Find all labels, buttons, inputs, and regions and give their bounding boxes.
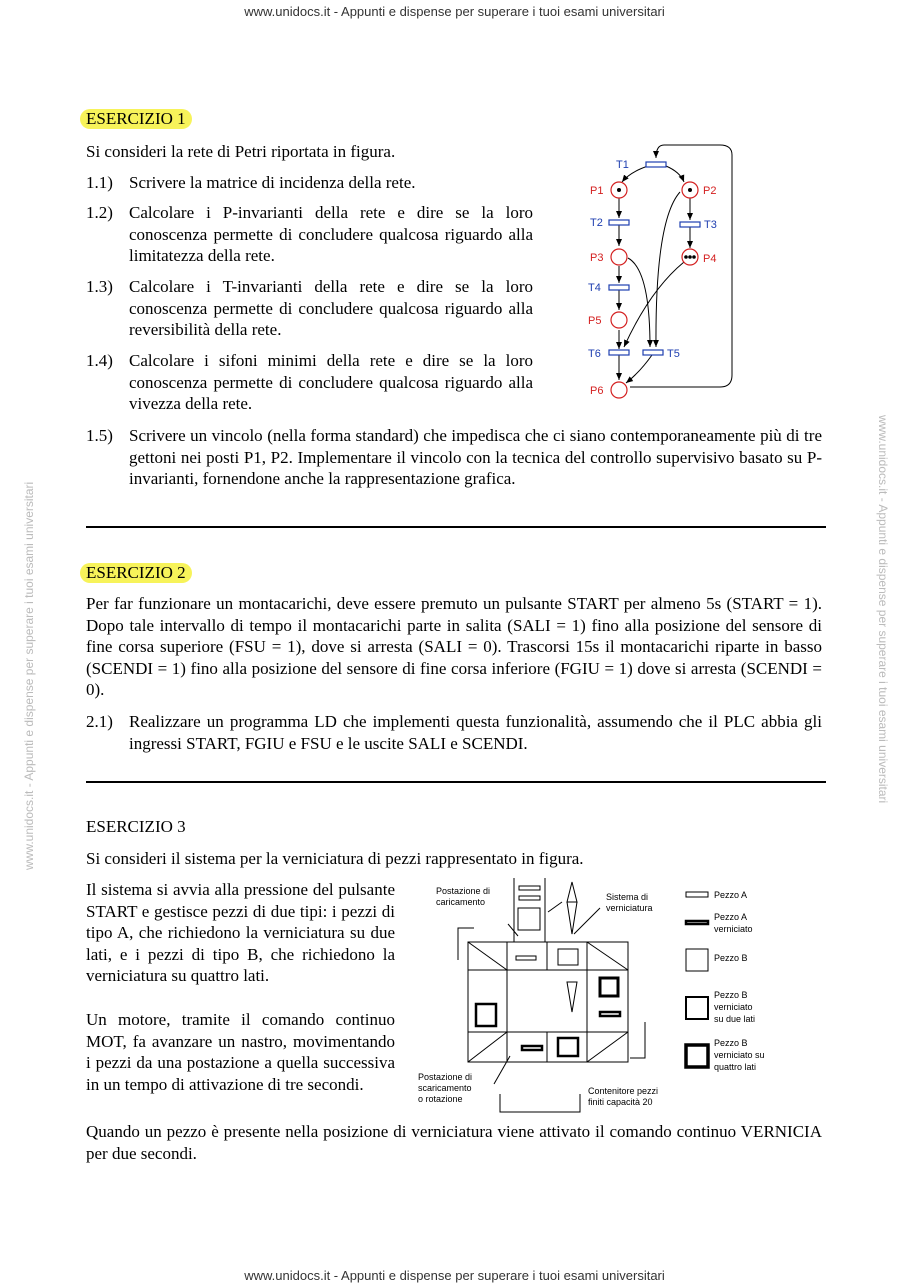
label-painting-2: verniciatura (606, 903, 653, 913)
label-t6: T6 (588, 348, 601, 360)
petri-transition-t3 (680, 222, 700, 227)
petri-place-p3 (611, 249, 627, 265)
exercise-3-closing: Quando un pezzo è presente nella posizione di verniciatura viene attivato il comando continuo VERNICIA per due secondi. (86, 1122, 822, 1163)
watermark-side-left: www.unidocs.it - Appunti e dispense per superare i tuoi esami universitari (22, 481, 36, 870)
petri-transition-t5 (643, 350, 663, 355)
label-painting-1: Sistema di (606, 892, 649, 902)
watermark-bottom[interactable]: www.unidocs.it - Appunti e dispense per superare i tuoi esami universitari (244, 1268, 665, 1283)
exercise-3-intro: Si consideri il sistema per la verniciatura di pezzi rappresentato in figura. (86, 849, 584, 868)
label-t4: T4 (588, 282, 601, 294)
item-number: 1.2) (86, 203, 113, 222)
legend-5a: Pezzo B (714, 1038, 748, 1048)
watermark-side-right: www.unidocs.it - Appunti e dispense per superare i tuoi esami universitari (876, 415, 890, 804)
token (684, 255, 688, 259)
legend-2b: verniciato (714, 924, 753, 934)
exercise-1-title: ESERCIZIO 1 (80, 109, 192, 129)
label-unload-2: scaricamento (418, 1083, 472, 1093)
label-p6: P6 (590, 385, 604, 397)
legend-4a: Pezzo B (714, 990, 748, 1000)
label-t5: T5 (667, 348, 680, 360)
petri-transition-t4 (609, 285, 629, 290)
petri-transition-t6 (609, 350, 629, 355)
divider (86, 781, 826, 783)
item-text: Calcolare i sifoni minimi della rete e dire se la loro conoscenza permette di concludere qualcosa riguardo alla vivezza della rete. (129, 351, 533, 413)
item-number: 1.3) (86, 277, 113, 296)
label-unload-3: o rotazione (418, 1094, 463, 1104)
label-p1: P1 (590, 185, 604, 197)
petri-transition-t1 (646, 162, 666, 167)
painting-system-diagram (412, 872, 682, 1117)
exercise-1-item-5 (86, 425, 822, 491)
exercise-3-title: ESERCIZIO 3 (86, 817, 186, 836)
label-t3: T3 (704, 219, 717, 231)
label-loading-2: caricamento (436, 897, 486, 907)
label-p4: P4 (703, 253, 717, 265)
label-unload-1: Postazione di (418, 1072, 473, 1082)
token (688, 188, 692, 192)
label-loading-1: Postazione di (436, 886, 491, 896)
label-t1: T1 (616, 159, 629, 171)
petri-net-diagram (580, 140, 750, 405)
item-text: Realizzare un programma LD che implementi questa funzionalità, assumendo che il PLC abbia gli ingressi START, FGIU e FSU e le uscite SALI e SCENDI. (129, 712, 822, 753)
label-p3: P3 (590, 252, 604, 264)
item-number: 1.1) (86, 173, 113, 192)
petri-transition-t2 (609, 220, 629, 225)
item-text: Scrivere un vincolo (nella forma standard) che impedisca che ci siano contemporaneamente più di tre gettoni nei posti P1, P2. Implementare il vincolo con la tecnica del controllo supervisivo basato su P-invarianti, fornendone anche la rappresentazione grafica. (129, 426, 822, 488)
legend-4b: verniciato (714, 1002, 753, 1012)
exercise-2-title: ESERCIZIO 2 (80, 563, 192, 583)
token (617, 188, 621, 192)
item-text: Calcolare i T-invarianti della rete e dire se la loro conoscenza permette di concludere qualcosa riguardo alla reversibilità della rete. (129, 277, 533, 339)
label-container-1: Contenitore pezzi (588, 1086, 659, 1096)
item-text: Calcolare i P-invarianti della rete e dire se la loro conoscenza permette di concludere qualcosa riguardo alla limitatezza della rete. (129, 203, 533, 265)
label-p5: P5 (588, 315, 602, 327)
exercise-2-item-1 (86, 711, 822, 755)
item-number: 2.1) (86, 712, 113, 731)
legend-3: Pezzo B (714, 953, 748, 963)
exercise-1-item-2 (86, 202, 533, 268)
exercise-2-intro: Per far funzionare un montacarichi, deve essere premuto un pulsante START per almeno 5s (START = 1). Dopo tale intervallo di tempo il montacarichi parte in salita (SALI = 1) fino alla posizione del sensore di fine corsa superiore (FSU = 1), dove si arresta (SALI = 0). Trascorsi 15s il montacarichi riparte in basso (SCENDI = 1) fino alla posizione del sensore di fine corsa inferiore (FGIU = 1) dove si arresta (SCENDI = 0). (86, 594, 822, 699)
petri-place-p6 (611, 382, 627, 398)
item-number: 1.4) (86, 351, 113, 370)
label-t2: T2 (590, 217, 603, 229)
legend-1: Pezzo A (714, 890, 748, 900)
legend (684, 884, 794, 1084)
divider (86, 526, 826, 528)
legend-2a: Pezzo A (714, 912, 748, 922)
exercise-1-item-4 (86, 350, 533, 416)
item-text: Scrivere la matrice di incidenza della rete. (129, 173, 416, 192)
exercise-3-body: Il sistema si avvia alla pressione del pulsante START e gestisce pezzi di due tipi: i pezzi di tipo A, che richiedono la verniciatura su due lati, e i pezzi di tipo B, che richiedono la verniciatura su quattro lati. (86, 880, 395, 985)
legend-5c: quattro lati (714, 1062, 757, 1072)
legend-4c: su due lati (714, 1014, 756, 1024)
petri-place-p5 (611, 312, 627, 328)
legend-5b: verniciato su (714, 1050, 765, 1060)
token (688, 255, 692, 259)
item-number: 1.5) (86, 426, 113, 445)
token (692, 255, 696, 259)
label-container-2: finiti capacità 20 (588, 1097, 653, 1107)
label-p2: P2 (703, 185, 717, 197)
exercise-1-item-3 (86, 276, 533, 342)
exercise-1-intro: Si consideri la rete di Petri riportata in figura. (86, 142, 396, 161)
watermark-top[interactable]: www.unidocs.it - Appunti e dispense per superare i tuoi esami universitari (244, 4, 665, 19)
exercise-3-body-2: Un motore, tramite il comando continuo MOT, fa avanzare un nastro, movimentando i pezzi da una postazione a quella successiva in un tempo di attivazione di tre secondi. (86, 1010, 395, 1094)
